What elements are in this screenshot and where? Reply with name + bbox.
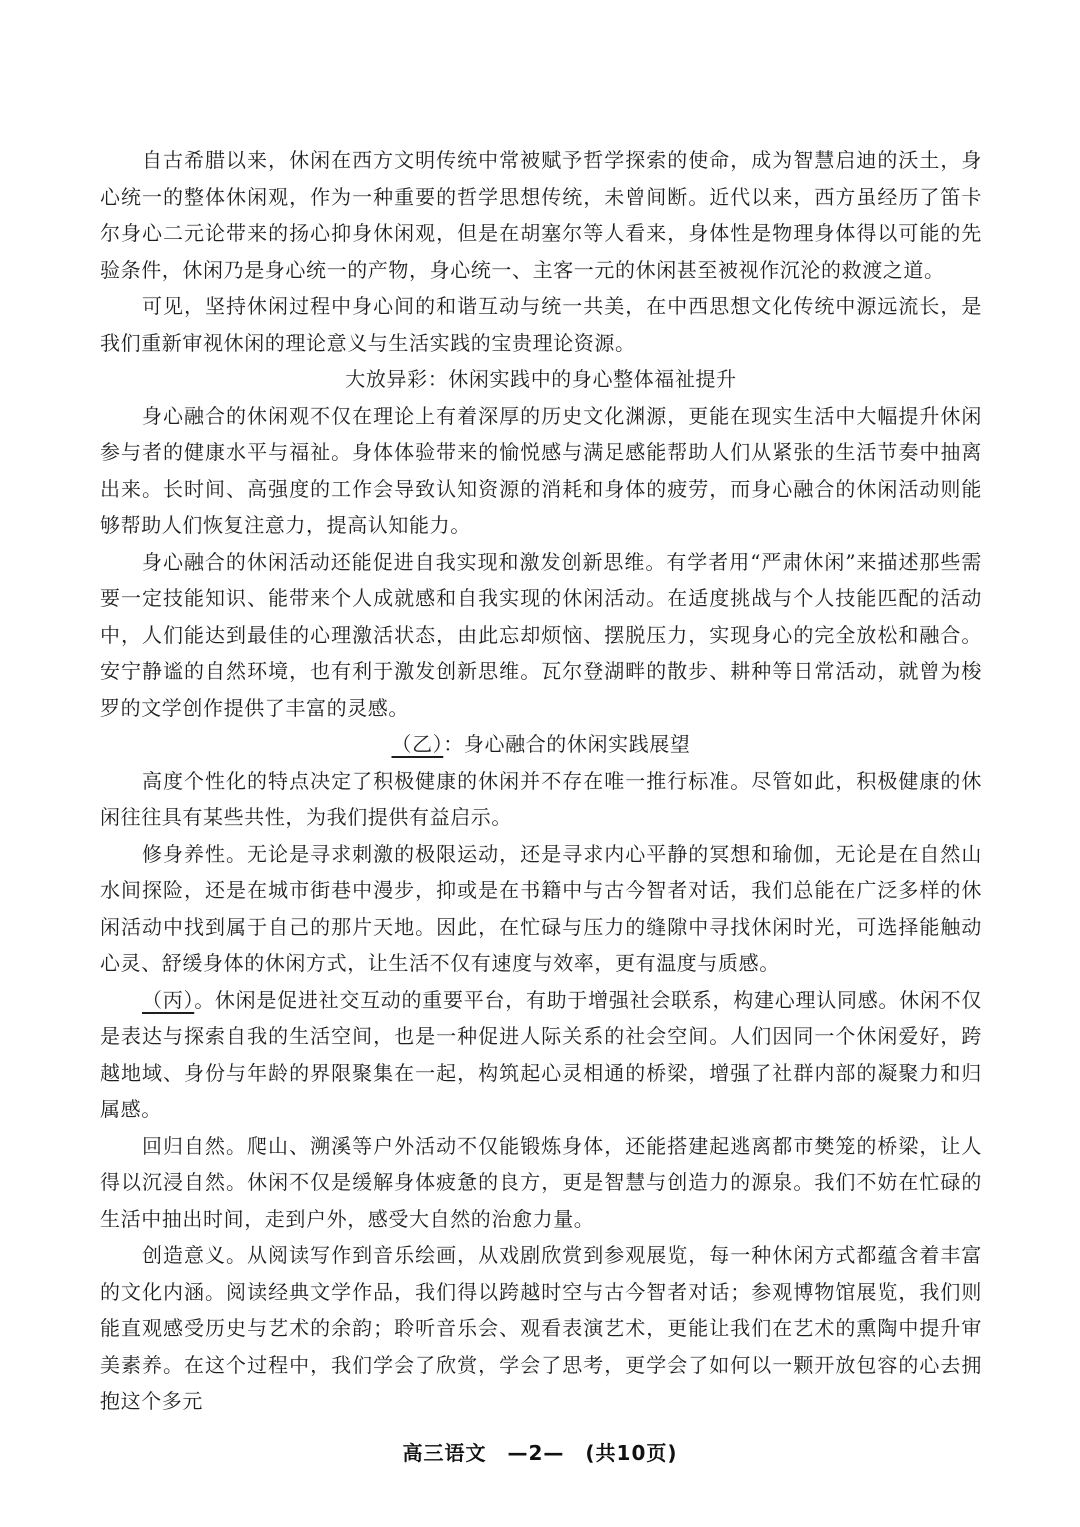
paragraph: 修身养性。无论是寻求刺激的极限运动，还是寻求内心平静的冥想和瑜伽，无论是在自然山水间探险，还是在城市街巷中漫步，抑或是在书籍中与古今智者对话，我们总能在广泛多样的休闲活动中找到属于自己的那片天地。因此，在忙碌与压力的缝隙中寻找休闲时光，可选择能触动心灵、舒缓身体的休闲方式，让生活不仅有速度与效率，更有温度与质感。 bbox=[100, 841, 982, 975]
paragraph: 创造意义。从阅读写作到音乐绘画，从戏剧欣赏到参观展览，每一种休闲方式都蕴含着丰富的文化内涵。阅读经典文学作品，我们得以跨越时空与古今智者对话；参观博物馆展览，我们则能直观感受历史与艺术的余韵；聆听音乐会、观看表演艺术，更能让我们在艺术的熏陶中提升审美素养。在这个过程中，我们学会了欣赏，学会了思考，更学会了如何以一颗开放包容的心去拥抱这个多元 bbox=[100, 1243, 982, 1413]
document-body bbox=[100, 142, 982, 1420]
fill-blank-bing: （丙） bbox=[142, 987, 195, 1012]
paragraph-text: 。休闲是促进社交互动的重要平台，有助于增强社会联系，构建心理认同感。休闲不仅是表达与探索自我的生活空间，也是一种促进人际关系的社会空间。人们因同一个休闲爱好，跨越地域、身份与年龄的界限聚集在一起，构筑起心灵相通的桥梁，增强了社群内部的凝聚力和归属感。 bbox=[100, 987, 982, 1121]
paragraph: 身心融合的休闲观不仅在理论上有着深厚的历史文化渊源，更能在现实生活中大幅提升休闲参与者的健康水平与福祉。身体体验带来的愉悦感与满足感能帮助人们从紧张的生活节奏中抽离出来。长时间、高强度的工作会导致认知资源的消耗和身体的疲劳，而身心融合的休闲活动则能够帮助人们恢复注意力，提高认知能力。 bbox=[100, 403, 982, 537]
section-heading-text: ：身心融合的休闲实践展望 bbox=[443, 732, 691, 756]
section-heading-blank bbox=[100, 726, 982, 763]
section-heading: 大放异彩：休闲实践中的身心整体福祉提升 bbox=[345, 367, 737, 391]
paragraph-blank bbox=[100, 982, 982, 1128]
fill-blank-yi: （乙） bbox=[391, 732, 444, 756]
paragraph: 自古希腊以来，休闲在西方文明传统中常被赋予哲学探索的使命，成为智慧启迪的沃土，身心统一的整体休闲观，作为一种重要的哲学思想传统，未曾间断。近代以来，西方虽经历了笛卡尔身心二元论带来的扬心抑身休闲观，但是在胡塞尔等人看来，身体性是物理身体得以可能的先验条件，休闲乃是身心统一的产物，身心统一、主客一元的休闲甚至被视作沉沦的救渡之道。 bbox=[100, 148, 982, 282]
page-footer: 高三语文 —2— (共10页) bbox=[402, 1441, 678, 1465]
paragraph: 高度个性化的特点决定了积极健康的休闲并不存在唯一推行标准。尽管如此，积极健康的休闲往往具有某些共性，为我们提供有益启示。 bbox=[100, 768, 982, 829]
paragraph: 身心融合的休闲活动还能促进自我实现和激发创新思维。有学者用“严肃休闲”来描述那些需要一定技能知识、能带来个人成就感和自我实现的休闲活动。在适度挑战与个人技能匹配的活动中，人们能达到最佳的心理激活状态，由此忘却烦恼、摆脱压力，实现身心的完全放松和融合。安宁静谧的自然环境，也有利于激发创新思维。瓦尔登湖畔的散步、耕种等日常活动，就曾为梭罗的文学创作提供了丰富的灵感。 bbox=[100, 549, 982, 720]
paragraph: 回归自然。爬山、溯溪等户外活动不仅能锻炼身体，还能搭建起逃离都市樊笼的桥梁，让人得以沉浸自然。休闲不仅是缓解身体疲惫的良方，更是智慧与创造力的源泉。我们不妨在忙碌的生活中抽出时间，走到户外，感受大自然的治愈力量。 bbox=[100, 1133, 982, 1231]
paragraph: 可见，坚持休闲过程中身心间的和谐互动与统一共美，在中西思想文化传统中源远流长，是我们重新审视休闲的理论意义与生活实践的宝贵理论资源。 bbox=[100, 294, 982, 355]
